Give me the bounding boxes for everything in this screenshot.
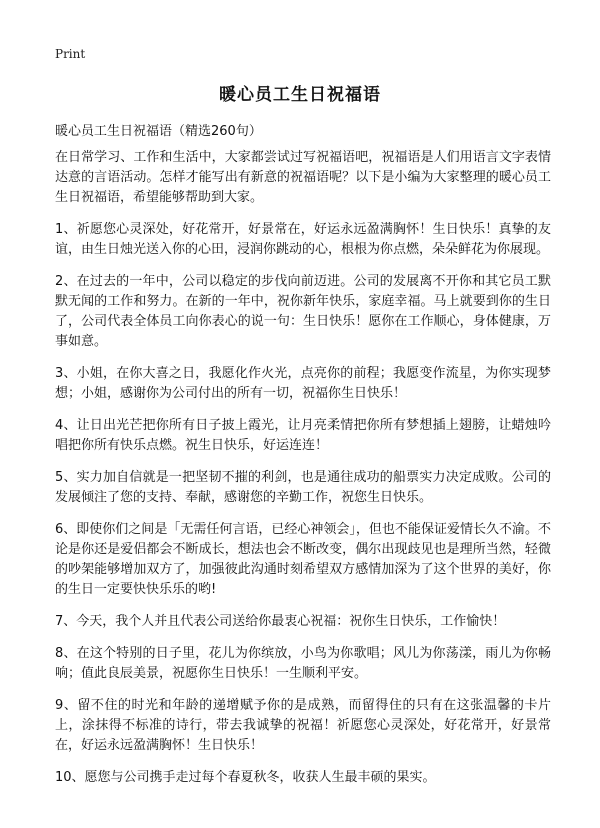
page-subtitle: 暖心员工生日祝福语（精选260句） — [55, 124, 262, 139]
blessing-paragraph: 10、愿您与公司携手走过每个春夏秋冬，收获人生最丰硕的果实。 — [55, 770, 436, 785]
blessing-paragraph: 4、让日出光芒把你所有日子披上霞光，让月亮柔情把你所有梦想插上翅膀，让蜡烛吟唱把你所有快乐点燃。祝生日快乐，好运连连！ — [55, 418, 551, 453]
blessing-paragraph: 7、今天，我个人并且代表公司送给你最衷心祝福：祝你生日快乐，工作愉快！ — [55, 614, 506, 629]
blessing-paragraph: 6、即使你们之间是「无需任何言语，已经心神领会」，但也不能保证爱情长久不渝。不论是你还是爱侣都会不断成长，想法也会不断改变，偶尔出现歧见也是理所当然，轻微的吵架能够增加双方了，加强彼此沟通时刻希望双方感情加深为了这个世界的美好，你的生日一定要快快乐乐的哟! — [55, 522, 551, 597]
blessing-paragraph: 5、实力加自信就是一把坚韧不摧的利剑，也是通往成功的船票实力决定成败。公司的发展倾注了您的支持、奉献，感谢您的辛勤工作，祝您生日快乐。 — [55, 470, 551, 505]
print-label: Print — [55, 47, 86, 61]
article-body — [55, 148, 551, 800]
page-title: 暖心员工生日祝福语 — [219, 85, 381, 105]
intro-paragraph: 在日常学习、工作和生活中，大家都尝试过写祝福语吧，祝福语是人们用语言文字表情达意的言语活动。怎样才能写出有新意的祝福语呢？以下是小编为大家整理的暖心员工生日祝福语，希望能够帮助到大家。 — [55, 150, 551, 205]
blessing-paragraph: 8、在这个特别的日子里，花儿为你缤放，小鸟为你歌唱；风儿为你荡漾，雨儿为你畅响；值此良辰美景，祝愿你生日快乐！一生顺利平安。 — [55, 646, 551, 681]
blessing-paragraph: 9、留不住的时光和年龄的递增赋予你的是成熟，而留得住的只有在这张温馨的卡片上，涂抹得不标准的诗行，带去我诚挚的祝福！祈愿您心灵深处，好花常开，好景常在，好运永远盈满胸怀！生日快乐！ — [55, 698, 551, 753]
blessing-paragraph: 3、小姐，在你大喜之日，我愿化作火光，点亮你的前程；我愿变作流星，为你实现梦想；小姐，感谢你为公司付出的所有一切，祝福你生日快乐！ — [55, 366, 551, 401]
blessing-paragraph: 2、在过去的一年中，公司以稳定的步伐向前迈进。公司的发展离不开你和其它员工默默无闻的工作和努力。在新的一年中，祝你新年快乐，家庭幸福。马上就要到你的生日了，公司代表全体员工向你表心的说一句：生日快乐！愿你在工作顺心，身体健康，万事如意。 — [55, 274, 551, 349]
blessing-paragraph: 1、祈愿您心灵深处，好花常开，好景常在，好运永远盈满胸怀！生日快乐！真挚的友谊，由生日烛光送入你的心田，浸润你跳动的心，根根为你点燃，朵朵鲜花为你展现。 — [55, 222, 551, 257]
